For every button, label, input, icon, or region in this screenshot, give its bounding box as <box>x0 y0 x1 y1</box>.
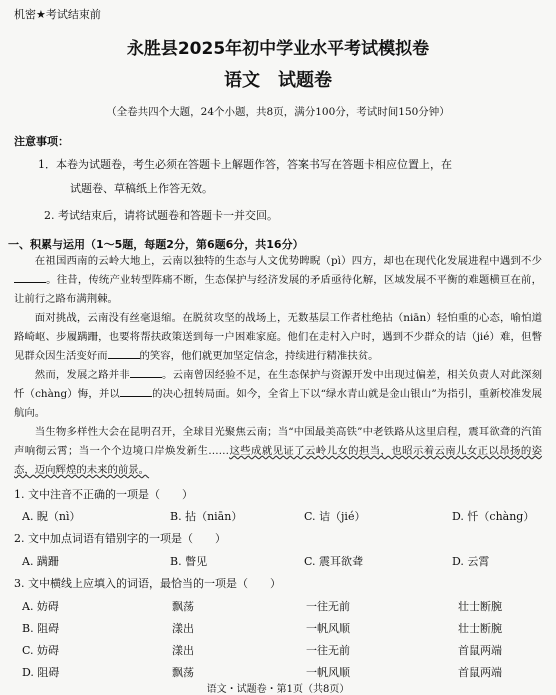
q3-row-a-col3: 一往无前 <box>306 600 350 613</box>
q3-row-a-col2: 飘荡 <box>172 600 194 613</box>
q2-option-d: D. 云霄 <box>452 555 490 568</box>
page-footer: 语文・试题卷・第1页（共8页） <box>206 684 350 695</box>
q3-row-a-col1: A. 妨碍 <box>22 600 59 613</box>
q3-row-b-col1: B. 阻碍 <box>22 622 60 635</box>
q2-option-b: B. 瞥见 <box>170 555 208 568</box>
q1-option-a: A. 睨（nì） <box>22 510 81 523</box>
fill-blank-2 <box>108 349 140 359</box>
fill-blank-3 <box>130 368 162 378</box>
q3-row-d-col4: 首鼠两端 <box>458 666 502 679</box>
fill-blank-1 <box>14 273 46 283</box>
q2-option-c: C. 震耳欲聋 <box>304 555 364 568</box>
exam-scope-note: （全卷共四个大题，24个小题，共8页，满分100分，考试时间150分钟） <box>106 106 450 118</box>
exam-title: 永胜县2025年初中学业水平考试模拟卷 <box>126 39 430 59</box>
q3-row-c-col4: 首鼠两端 <box>458 644 502 657</box>
reading-passage <box>14 252 542 480</box>
paper-subtitle: 语文 试题卷 <box>224 70 332 91</box>
notes-heading: 注意事项： <box>14 135 69 148</box>
q3-row-b-col3: 一帆风顺 <box>306 622 350 635</box>
q3-row-c-col1: C. 妨碍 <box>22 644 60 657</box>
q1-option-c: C. 诘（jié） <box>304 510 366 523</box>
passage-paragraph-2: 面对挑战，云南没有丝毫退缩。在脱贫攻坚的战场上，无数基层工作者杜绝拈（niān）轻怕重的心态，喻怕道路崎岖、步履蹒跚，也要将帮扶政策送到每一户困难家庭。他们在走村入户时，遇到不少群众的诘（jié）难，但瞥见群众因生活变好而 的笑容，他们就更加坚定信念，持续进行精准扶贫。 <box>14 312 542 362</box>
q3-row-d-col3: 一帆风顺 <box>306 666 350 679</box>
q3-row-c-col2: 漾出 <box>172 644 194 657</box>
note-item-1-line2: 试题卷、草稿纸上作答无效。 <box>70 182 213 195</box>
note-item-1-line1: 1．本卷为试题卷，考生必须在答题卡上解题作答，答案书写在答题卡相应位置上，在 <box>38 158 452 171</box>
q1-option-b: B. 拈（niān） <box>170 510 243 523</box>
question-2-stem: 2. 文中加点词语有错别字的一项是（ ） <box>14 532 226 545</box>
note-item-2: 2. 考试结束后，请将试题卷和答题卡一并交回。 <box>44 209 278 222</box>
q3-row-b-col4: 壮士断腕 <box>458 622 502 635</box>
q3-row-a-col4: 壮士断腕 <box>458 600 502 613</box>
passage-paragraph-1: 在祖国西南的云岭大地上，云南以独特的生态与人文优势睥睨（pì）四方，却也在现代化发展进程中遇到不少。往昔，传统产业转型阵痛不断，生态保护与经济发展的矛盾亟待化解，区域发展不平衡的难题横亘在前，让前行之路布满荆棘。 <box>14 255 542 305</box>
confidential-label: 机密★考试结束前 <box>14 8 101 21</box>
q3-row-d-col2: 飘荡 <box>172 666 194 679</box>
q3-row-b-col2: 漾出 <box>172 622 194 635</box>
q2-option-a: A. 蹒跚 <box>22 555 59 568</box>
question-3-stem: 3. 文中横线上应填入的词语，最恰当的一项是（ ） <box>14 577 281 590</box>
q3-row-d-col1: D. 阻碍 <box>22 666 60 679</box>
question-1-stem: 1. 文中注音不正确的一项是（ ） <box>14 488 193 501</box>
passage-paragraph-3: 然而，发展之路并非 。云南曾因经验不足，在生态保护与资源开发中出现过偏差，相关负责人对此深刻忏（chàng）悔，并以 的决心扭转局面。如今，全省上下以“绿水青山就是金山银山”为指引，重新校准发展航向。 <box>14 369 543 419</box>
wavy-underlined-sentence: 这些成就见证了云岭儿女的担当，也昭示着云南儿女正以昂扬的姿态，迈向辉煌的未来的前景。 <box>14 445 543 476</box>
q1-option-d: D. 忏（chàng） <box>452 510 535 523</box>
section-1-heading: 一、积累与运用（1～5题，每题2分，第6题6分，共16分） <box>8 238 304 251</box>
q3-row-c-col3: 一往无前 <box>306 644 350 657</box>
fill-blank-4 <box>120 387 152 397</box>
passage-paragraph-4: 当生物多样性大会在昆明召开，全球目光聚焦云南；当“中国最美高铁”中老铁路从这里启程，震耳欲聋的汽笛声响彻云霄；当一个个边境口岸焕发新生……这些成就见证了云岭儿女的担当，也昭示着云南儿女正以昂扬的姿态，迈向辉煌的未来的前景。 <box>14 426 543 476</box>
